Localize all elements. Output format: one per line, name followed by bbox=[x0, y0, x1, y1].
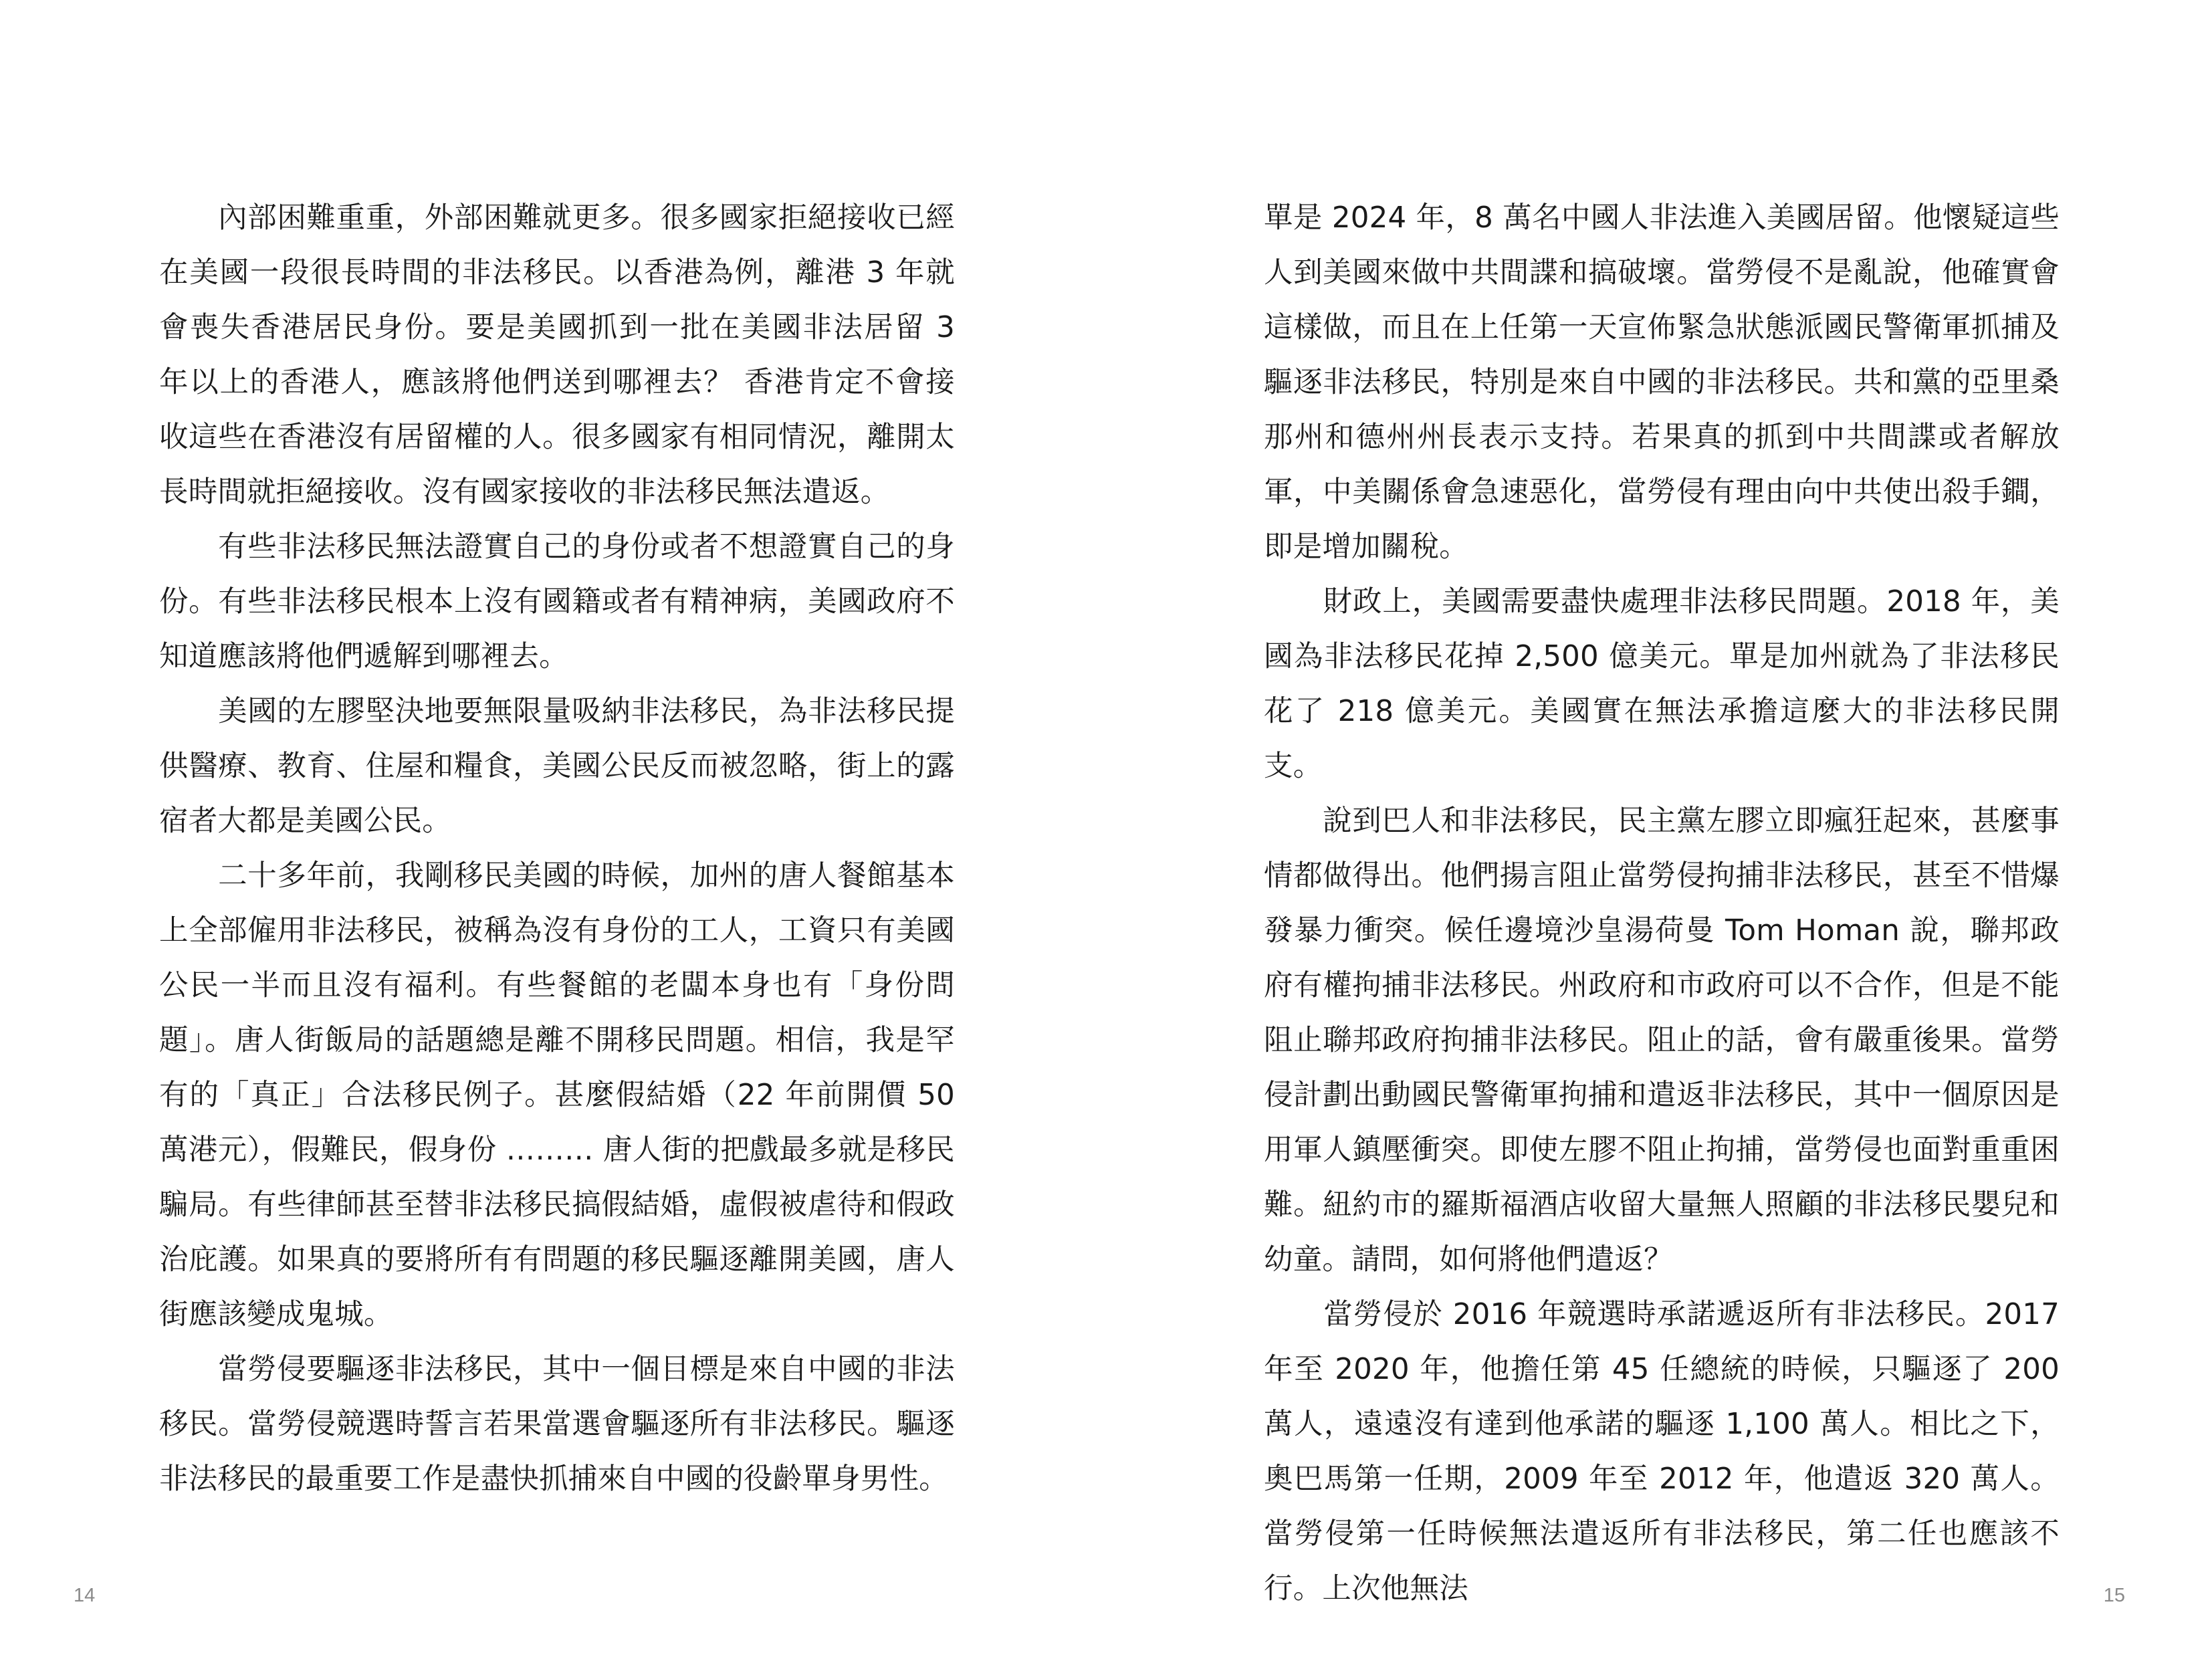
paragraph: 內部困難重重，外部困難就更多。很多國家拒絕接收已經在美國一段很長時間的非法移民。以香港為例，離港 3 年就會喪失香港居民身份。要是美國抓到一批在美國非法居留 3 年以上的香港人，應該將他們送到哪裡去？ 香港肯定不會接收這些在香港沒有居留權的人。很多國家有相同情況，離開太長時間就拒絕接收。沒有國家接收的非法移民無法遣返。 bbox=[159, 201, 965, 509]
paragraph: 說到巴人和非法移民，民主黨左膠立即瘋狂起來，甚麼事情都做得出。他們揚言阻止當勞侵拘捕非法移民，甚至不惜爆發暴力衝突。候任邊境沙皇湯荷曼 Tom Homan 說，聯邦政府有權拘捕非法移民。州政府和市政府可以不合作，但是不能阻止聯邦政府拘捕非法移民。阻止的話，會有嚴重後果。當勞侵計劃出動國民警衛軍拘捕和遣返非法移民，其中一個原因是用軍人鎮壓衝突。即使左膠不阻止拘捕，當勞侵也面對重重困難。紐約市的羅斯福酒店收留大量無人照顧的非法移民嬰兒和幼童。請問，如何將他們遣返？ bbox=[1264, 804, 2060, 1277]
paragraph: 美國的左膠堅決地要無限量吸納非法移民，為非法移民提供醫療、教育、住屋和糧食，美國公民反而被忽略，街上的露宿者大都是美國公民。 bbox=[159, 695, 955, 838]
paragraph: 財政上，美國需要盡快處理非法移民問題。2018 年，美國為非法移民花掉 2,500 億美元。單是加州就為了非法移民花了 218 億美元。美國實在無法承擔這麼大的非法移民開支。 bbox=[1264, 585, 2060, 783]
right-page-body bbox=[1264, 191, 2070, 1616]
left-page-body bbox=[159, 191, 965, 1507]
page-number-left: 14 bbox=[74, 1585, 96, 1606]
paragraph: 單是 2024 年，8 萬名中國人非法進入美國居留。他懷疑這些人到美國來做中共間諜和搞破壞。當勞侵不是亂說，他確實會這樣做，而且在上任第一天宣佈緊急狀態派國民警衛軍抓捕及驅逐非法移民，特別是來自中國的非法移民。共和黨的亞里桑那州和德州州長表示支持。若果真的抓到中共間諜或者解放軍，中美關係會急速惡化，當勞侵有理由向中共使出殺手鐧，即是增加關稅。 bbox=[1264, 201, 2060, 564]
paragraph: 當勞侵要驅逐非法移民，其中一個目標是來自中國的非法移民。當勞侵競選時誓言若果當選會驅逐所有非法移民。驅逐非法移民的最重要工作是盡快抓捕來自中國的役齡單身男性。 bbox=[159, 1353, 955, 1496]
paragraph: 當勞侵於 2016 年競選時承諾遞返所有非法移民。2017 年至 2020 年，他擔任第 45 任總統的時候，只驅逐了 200 萬人，遠遠沒有達到他承諾的驅逐 1,100 萬人。相比之下，奧巴馬第一任期，2009 年至 2012 年，他遣返 320 萬人。當勞侵第一任時候無法遣返所有非法移民，第二任也應該不行。上次他無法 bbox=[1264, 1298, 2070, 1606]
right-page bbox=[1106, 0, 2212, 1659]
page-number-right: 15 bbox=[2103, 1585, 2125, 1606]
paragraph: 有些非法移民無法證實自己的身份或者不想證實自己的身份。有些非法移民根本上沒有國籍或者有精神病，美國政府不知道應該將他們遞解到哪裡去。 bbox=[159, 530, 955, 673]
paragraph: 二十多年前，我剛移民美國的時候，加州的唐人餐館基本上全部僱用非法移民，被稱為沒有身份的工人，工資只有美國公民一半而且沒有福利。有些餐館的老闆本身也有「身份問題」。唐人街飯局的話題總是離不開移民問題。相信，我是罕有的「真正」合法移民例子。甚麼假結婚（22 年前開價 50 萬港元），假難民，假身份 ……… 唐人街的把戲最多就是移民騙局。有些律師甚至替非法移民搞假結婚，虛假被虐待和假政治庇護。如果真的要將所有有問題的移民驅逐離開美國，唐人街應該變成鬼城。 bbox=[159, 859, 965, 1331]
